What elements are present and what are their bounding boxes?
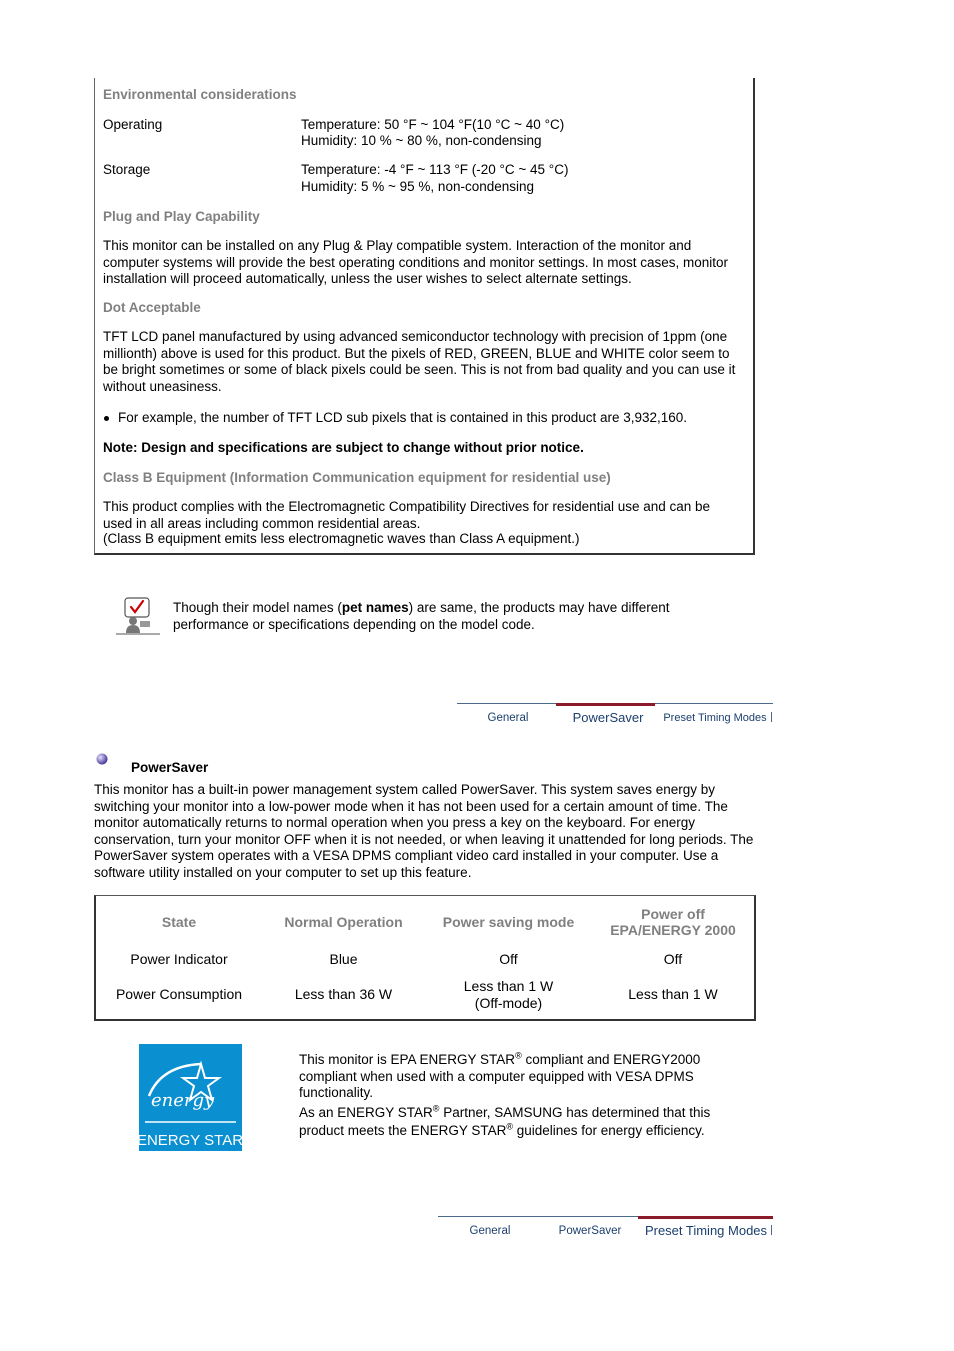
header-normal-operation: Normal Operation xyxy=(284,913,403,930)
operating-label: Operating xyxy=(103,117,163,132)
energy-star-paragraph-1 xyxy=(299,1052,749,1102)
plug-and-play-body: This monitor can be installed on any Plug & Play compatible system. Interaction of the monitor and computer systems will provide the best operating conditions and monitor settings. In most cases, monitor installation will proceed automatically, unless the user wishes to select alternate settings. xyxy=(103,238,729,286)
cell-indicator-saving: Off xyxy=(499,950,518,967)
registered-mark: ® xyxy=(432,1103,440,1114)
registered-mark: ® xyxy=(506,1121,513,1132)
powersaver-heading: PowerSaver xyxy=(131,760,209,775)
energy-line1-end: compliant and ENERGY2000 compliant when used with a computer equipped with VESA DPMS functionality. xyxy=(299,1052,701,1100)
power-table xyxy=(96,896,754,1019)
power-table-box xyxy=(94,895,756,1021)
bullet-dot-icon xyxy=(104,416,109,421)
header-power-off-line2: EPA/ENERGY 2000 xyxy=(610,922,736,938)
header-power-off-line1: Power off xyxy=(641,905,705,922)
energy-script-text: energy xyxy=(151,1090,215,1111)
operating-humidity: Humidity: 10 % ~ 80 %, non-condensing xyxy=(301,133,542,148)
pet-names-bold: pet names xyxy=(341,600,409,615)
nav1-tab-general[interactable]: General xyxy=(487,712,529,724)
header-state: State xyxy=(161,913,197,930)
section-bullet-icon xyxy=(96,753,108,765)
powersaver-body: This monitor has a built-in power management system called PowerSaver. This system saves energy by switching your monitor into a low-power mode when it has not been used for a certain amount of time. The monitor automatically returns to normal operation when you press a key on the keyboard. For energy conservation, turn your monitor OFF when it is not needed, or when leaving it unattended for long periods. The PowerSaver system operates with a VESA DPMS compliant video card installed in your computer. Use a software utility installed on your computer to set up this feature. xyxy=(94,782,754,880)
cell-consumption-saving-mode: (Off-mode) xyxy=(474,994,543,1011)
dot-acceptable-body: TFT LCD panel manufactured by using advanced semiconductor technology with precision of 1ppm (one millionth) above is used for this product. But the pixels of RED, GREEN, BLUE and WHITE color seem to be bright sometimes or some of black pixels could be seen. This is not from bad quality and you can use it without uneasiness. xyxy=(103,329,736,394)
nav1-tab-powersaver[interactable]: PowerSaver xyxy=(572,710,644,725)
environmental-heading: Environmental considerations xyxy=(103,87,297,102)
operating-temperature: Temperature: 50 °F ~ 104 °F(10 °C ~ 40 °C) xyxy=(301,117,565,132)
nav2-tab-preset-timing-modes[interactable]: Preset Timing Modes xyxy=(644,1223,768,1238)
cell-consumption-saving xyxy=(425,970,592,1019)
nav1-tab-preset-timing-modes[interactable]: Preset Timing Modes xyxy=(663,712,767,724)
nav1-active-indicator xyxy=(556,703,655,706)
sub-pixel-bullet: For example, the number of TFT LCD sub pixels that is contained in this product are 3,932,160. xyxy=(118,410,688,425)
class-b-heading: Class B Equipment (Information Communication equipment for residential use) xyxy=(103,470,611,485)
cell-consumption-saving-value: Less than 1 W xyxy=(463,978,554,994)
class-b-note: (Class B equipment emits less electromagnetic waves than Class A equipment.) xyxy=(103,531,580,546)
cell-consumption-normal: Less than 36 W xyxy=(294,986,393,1003)
cell-power-consumption: Power Consumption xyxy=(115,986,243,1003)
energy-line1-start: This monitor is EPA ENERGY STAR xyxy=(299,1052,516,1067)
cell-indicator-off: Off xyxy=(663,950,683,967)
note-person-icon xyxy=(116,597,160,635)
pet-name-note xyxy=(173,600,733,633)
nav2-tab-powersaver[interactable]: PowerSaver xyxy=(558,1225,622,1237)
energy-line2-middle: Partner, SAMSUNG has determined that this product meets the ENERGY STAR xyxy=(299,1105,711,1138)
energy-line2-end: guidelines for energy efficiency. xyxy=(512,1123,705,1138)
header-power-off xyxy=(592,896,754,948)
header-power-saving-mode: Power saving mode xyxy=(442,913,575,930)
nav2-tab-general[interactable]: General xyxy=(469,1225,511,1237)
pet-note-prefix: Though their model names ( xyxy=(173,600,342,615)
energy-star-logo-text: ENERGY STAR xyxy=(139,1132,242,1149)
storage-humidity: Humidity: 5 % ~ 95 %, non-condensing xyxy=(301,179,535,194)
plug-and-play-heading: Plug and Play Capability xyxy=(103,209,260,224)
nav1-end-separator xyxy=(771,712,772,722)
dot-acceptable-heading: Dot Acceptable xyxy=(103,300,201,315)
nav2-end-separator xyxy=(771,1225,772,1235)
change-notice: Note: Design and specifications are subject to change without prior notice. xyxy=(103,440,584,455)
energy-star-paragraph-2 xyxy=(299,1104,749,1140)
nav2-active-indicator xyxy=(638,1216,773,1219)
energy-star-logo xyxy=(139,1044,242,1151)
registered-mark: ® xyxy=(515,1050,522,1061)
storage-label: Storage xyxy=(103,162,151,177)
cell-indicator-normal: Blue xyxy=(329,950,358,967)
cell-power-indicator: Power Indicator xyxy=(130,950,228,967)
storage-temperature: Temperature: -4 °F ~ 113 °F (-20 °C ~ 45 °C) xyxy=(301,162,569,177)
class-b-body: This product complies with the Electromagnetic Compatibility Directives for residential use and can be used in all areas including common residential areas. xyxy=(103,499,711,531)
energy-line2-start: As an ENERGY STAR xyxy=(299,1105,433,1120)
cell-consumption-off: Less than 1 W xyxy=(628,986,718,1003)
pet-note-suffix: ) are same, the products may have different performance or specifications depending on the model code. xyxy=(173,600,670,632)
